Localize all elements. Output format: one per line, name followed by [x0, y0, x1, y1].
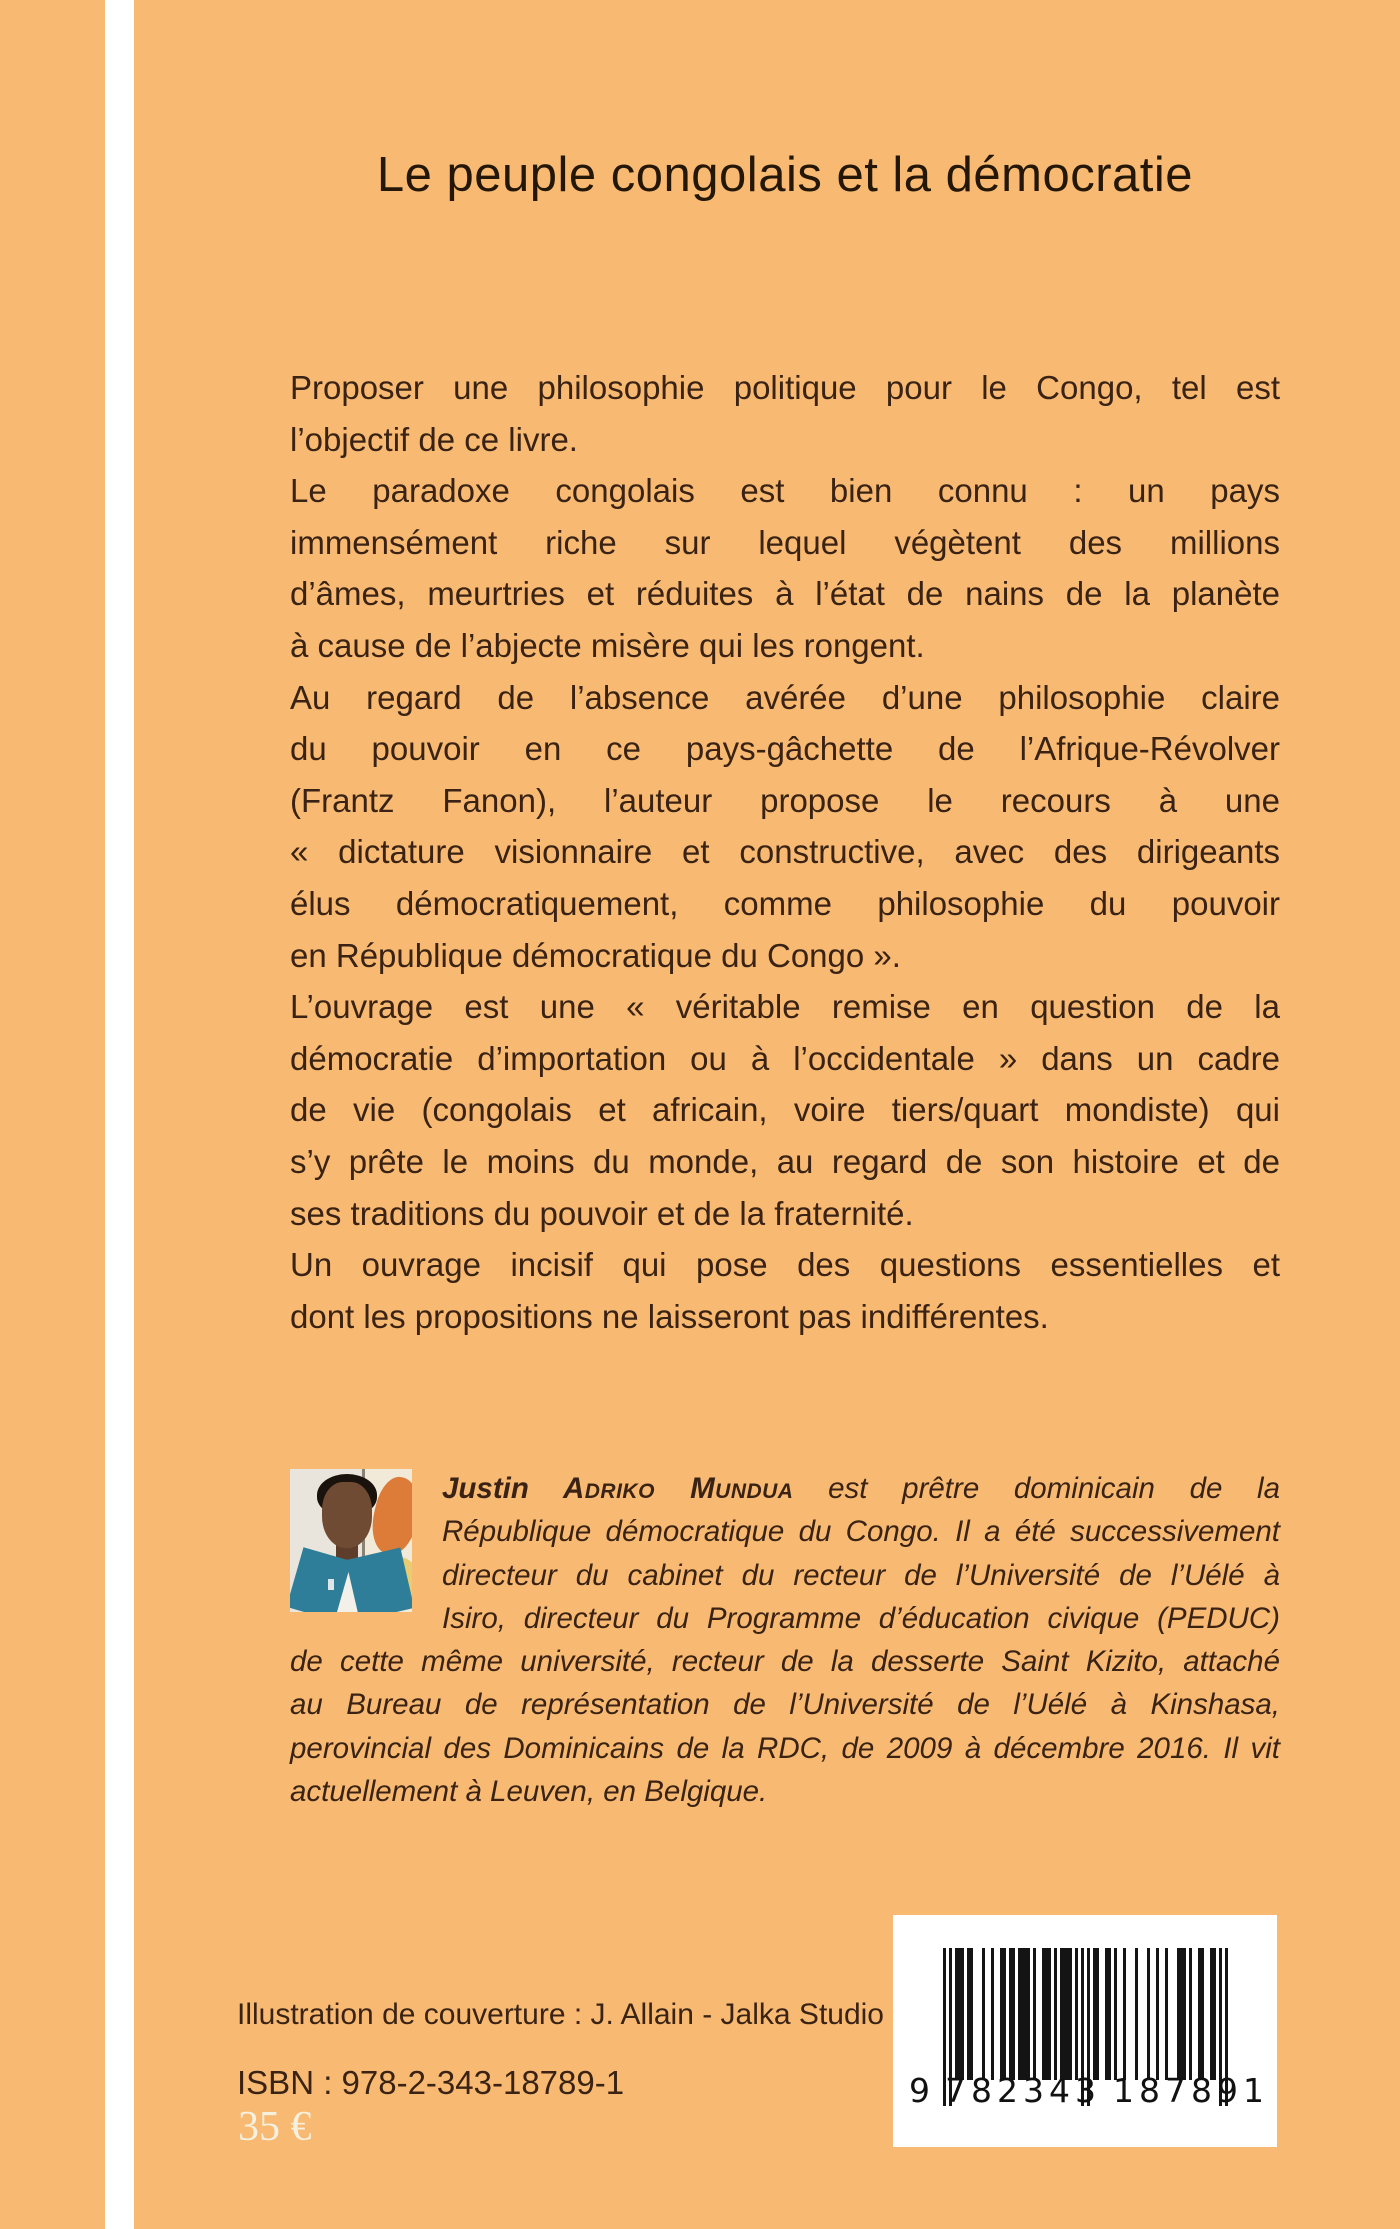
book-title: Le peuple congolais et la démocratie [376, 148, 1194, 202]
synopsis-line: du pouvoir en ce pays-gâchette de l’Afrique-Révolver [290, 730, 1280, 768]
bio-line [290, 1467, 1280, 1510]
synopsis-line: dont les propositions ne laisseront pas indifférentes. [290, 1297, 1049, 1335]
author-lapel-pin [328, 1579, 334, 1590]
synopsis-block [290, 362, 1280, 1342]
synopsis-line: « dictature visionnaire et constructive, avec des dirigeants [290, 833, 1280, 871]
bio-line: de cette même université, recteur de la desserte Saint Kizito, attaché [290, 1645, 1280, 1679]
synopsis-line: s’y prête le moins du monde, au regard de son histoire et de [290, 1142, 1280, 1180]
barcode-digits-left: 782343 [945, 2071, 1101, 2110]
bio-line: actuellement à Leuven, en Belgique. [290, 1775, 768, 1809]
synopsis-line: immensément riche sur lequel végètent des millions [290, 523, 1280, 561]
synopsis-line: d’âmes, meurtries et réduites à l’état de nains de la planète [290, 575, 1280, 613]
synopsis-line: l’objectif de ce livre. [290, 420, 578, 458]
barcode-digits-right: 187891 [1112, 2071, 1269, 2110]
barcode-panel [893, 1915, 1277, 2147]
synopsis-line: de vie (congolais et africain, voire tiers/quart mondiste) qui [290, 1091, 1280, 1129]
synopsis-line: L’ouvrage est une « véritable remise en question de la [290, 988, 1280, 1026]
bio-line: directeur du cabinet du recteur de l’Université de l’Uélé à [442, 1558, 1280, 1592]
synopsis-line: démocratie d’importation ou à l’occidentale » dans un cadre [290, 1039, 1280, 1077]
bio-line: Isiro, directeur du Programme d’éducation civique (PEDUC) [442, 1601, 1280, 1635]
synopsis-line: ses traditions du pouvoir et de la fraternité. [290, 1194, 914, 1232]
synopsis-line: élus démocratiquement, comme philosophie du pouvoir [290, 884, 1280, 922]
bio-line: perovincial des Dominicains de la RDC, de 2009 à décembre 2016. Il vit [290, 1731, 1280, 1765]
illustration-credit: Illustration de couverture : J. Allain - Jalka Studio [237, 1998, 884, 2031]
author-jacket-right [346, 1547, 412, 1612]
synopsis-line: Le paradoxe congolais est bien connu : un pays [290, 472, 1280, 510]
synopsis-line: à cause de l’abjecte misère qui les rongent. [290, 626, 925, 664]
isbn-text: ISBN : 978-2-343-18789-1 [237, 2064, 625, 2101]
author-face [322, 1482, 372, 1548]
bio-line: République démocratique du Congo. Il a été successivement [442, 1515, 1280, 1549]
author-name-first: Justin [442, 1472, 529, 1505]
synopsis-line: en République démocratique du Congo ». [290, 936, 901, 974]
price-text: 35 € [238, 2104, 312, 2150]
author-photo [290, 1469, 412, 1612]
synopsis-line: Proposer une philosophie politique pour le Congo, tel est [290, 369, 1280, 406]
spine-stripe [105, 0, 134, 2229]
synopsis-line: (Frantz Fanon), l’auteur propose le recours à une [290, 781, 1280, 819]
author-section [290, 1467, 1280, 1813]
barcode-digits [909, 2071, 1281, 2110]
synopsis-line: Un ouvrage incisif qui pose des questions essentielles et [290, 1246, 1280, 1284]
synopsis-line: Au regard de l’absence avérée d’une philosophie claire [290, 678, 1280, 716]
bio-line-text: est prêtre dominicain de la [793, 1472, 1281, 1505]
bio-line: au Bureau de représentation de l’Université de l’Uélé à Kinshasa, [290, 1688, 1280, 1722]
author-name-caps: Adriko Mundua [528, 1472, 794, 1505]
barcode-digit-system: 9 [909, 2071, 930, 2110]
